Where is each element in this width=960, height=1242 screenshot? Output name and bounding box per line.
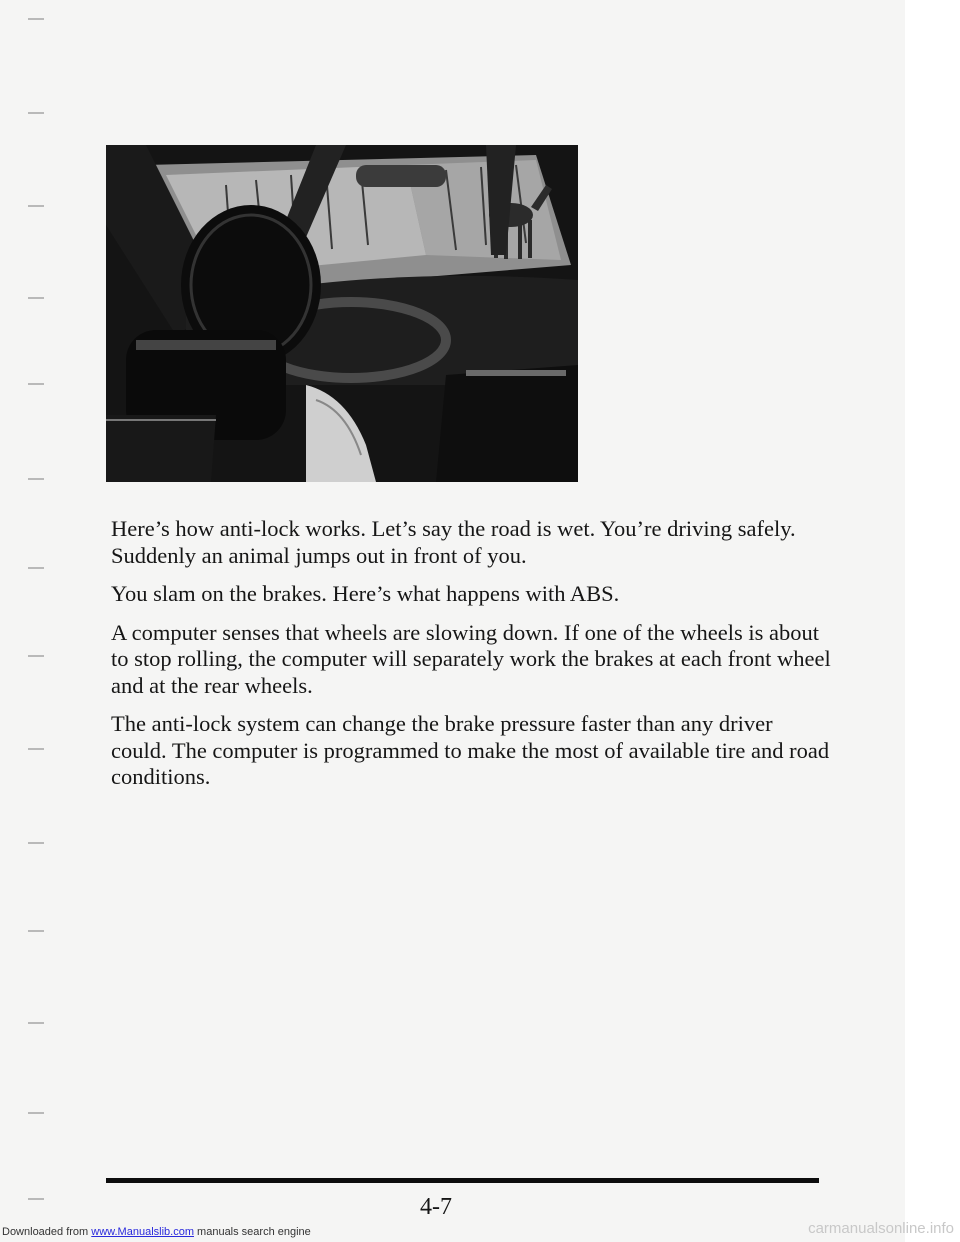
manualslib-link[interactable]: www.Manualslib.com [91, 1226, 194, 1238]
footer-suffix: manuals search engine [197, 1226, 311, 1238]
footer-rule [106, 1178, 819, 1183]
watermark: carmanualsonline.info [808, 1220, 954, 1237]
margin-tick [28, 1022, 44, 1024]
margin-tick [28, 478, 44, 480]
margin-tick [28, 1198, 44, 1200]
margin-tick [28, 655, 44, 657]
driver-braking-illustration [106, 145, 578, 482]
margin-tick [28, 18, 44, 20]
margin-tick [28, 205, 44, 207]
driver-braking-illustration-icon [106, 145, 578, 482]
paragraph-brake-pressure: The anti-lock system can change the brake pressure faster than any driver could. The computer is programmed to make the most of available tire and road conditions. [111, 711, 830, 789]
body-text [111, 516, 831, 803]
margin-tick [28, 842, 44, 844]
margin-tick [28, 383, 44, 385]
margin-tick [28, 112, 44, 114]
margin-tick [28, 748, 44, 750]
margin-tick [28, 1112, 44, 1114]
margin-tick-marks [28, 0, 48, 1242]
download-footer [2, 1226, 311, 1238]
page-number: 4-7 [420, 1194, 452, 1220]
paragraph-computer-senses: A computer senses that wheels are slowing down. If one of the wheels is about to stop rolling, the computer will separately work the brakes at each front wheel and at the rear wheels. [111, 619, 831, 698]
margin-tick [28, 567, 44, 569]
margin-tick [28, 930, 44, 932]
footer-prefix: Downloaded from [2, 1226, 89, 1238]
paragraph-slam-brakes: You slam on the brakes. Here’s what happens with ABS. [111, 581, 620, 606]
margin-tick [28, 297, 44, 299]
paragraph-how-abs-works: Here’s how anti-lock works. Let’s say the road is wet. You’re driving safely. Suddenly an animal jumps out in front of you. [111, 516, 796, 568]
